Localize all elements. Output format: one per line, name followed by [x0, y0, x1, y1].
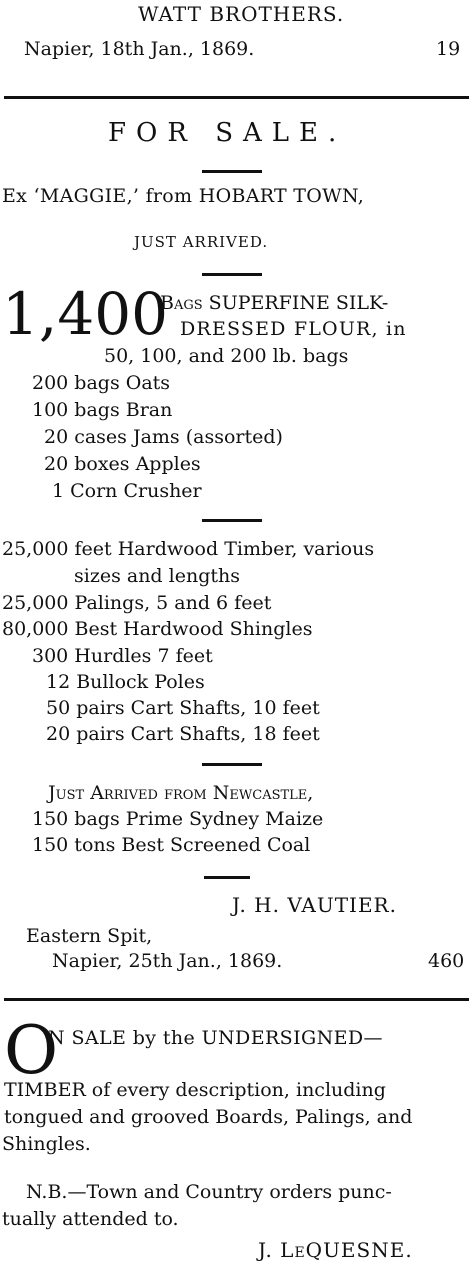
advertiser-signature: J. H. VAUTIER. — [232, 893, 397, 917]
ad-reference-number: 19 — [436, 38, 461, 60]
ad-body-line: tongued and grooved Boards, Palings, and — [4, 1106, 413, 1128]
timber-item: 25,000 feet Hardwood Timber, various — [2, 538, 375, 560]
timber-item: sizes and lengths — [74, 565, 240, 587]
timber-item: 80,000 Best Hardwood Shingles — [2, 618, 313, 640]
drop-cap: O — [4, 1012, 59, 1089]
goods-item: 20 boxes Apples — [44, 453, 201, 475]
address-line: Napier, 25th Jan., 1869. — [52, 950, 283, 972]
goods-item: 1 Corn Crusher — [52, 480, 202, 502]
newcastle-heading: Just Arrived from Newcastle, — [48, 782, 314, 804]
ad-body-line: N SALE by the UNDERSIGNED— — [48, 1027, 383, 1049]
separator-dash — [202, 519, 262, 522]
separator-dash — [202, 273, 262, 276]
separator-dash — [202, 170, 262, 173]
flour-quantity: 1,400 — [2, 280, 169, 348]
ship-line: Ex ‘MAGGIE,’ from HOBART TOWN, — [2, 185, 365, 207]
just-arrived: JUST ARRIVED. — [134, 233, 269, 251]
column-rule — [4, 96, 469, 99]
newcastle-item: 150 bags Prime Sydney Maize — [32, 808, 324, 830]
timber-item: 300 Hurdles 7 feet — [32, 645, 213, 667]
nb-note: tually attended to. — [2, 1208, 179, 1230]
advertiser-signature: J. LeQUESNE. — [258, 1238, 413, 1262]
separator-dash — [204, 876, 250, 879]
nb-note: N.B.—Town and Country orders punc- — [26, 1181, 392, 1203]
separator-dash — [202, 763, 262, 766]
dateline: Napier, 18th Jan., 1869. — [24, 38, 255, 60]
ad-heading: FOR SALE. — [108, 118, 347, 148]
timber-item: 25,000 Palings, 5 and 6 feet — [2, 592, 272, 614]
timber-item: 20 pairs Cart Shafts, 18 feet — [46, 723, 320, 745]
ad-body-line: TIMBER of every description, including — [4, 1079, 386, 1101]
firm-name: WATT BROTHERS. — [138, 2, 345, 26]
newcastle-item: 150 tons Best Screened Coal — [32, 834, 311, 856]
ad-body-line: Shingles. — [2, 1133, 91, 1155]
goods-item: 20 cases Jams (assorted) — [44, 426, 283, 448]
flour-description: DRESSED FLOUR, in — [180, 318, 407, 340]
ad-reference-number: 460 — [428, 950, 465, 972]
column-rule — [4, 998, 469, 1001]
timber-item: 50 pairs Cart Shafts, 10 feet — [46, 697, 320, 719]
address-line: Eastern Spit, — [26, 925, 153, 947]
flour-description: Bags SUPERFINE SILK- — [160, 292, 389, 314]
goods-item: 100 bags Bran — [32, 399, 173, 421]
timber-item: 12 Bullock Poles — [46, 671, 205, 693]
flour-description: 50, 100, and 200 lb. bags — [104, 345, 349, 367]
goods-item: 200 bags Oats — [32, 372, 171, 394]
